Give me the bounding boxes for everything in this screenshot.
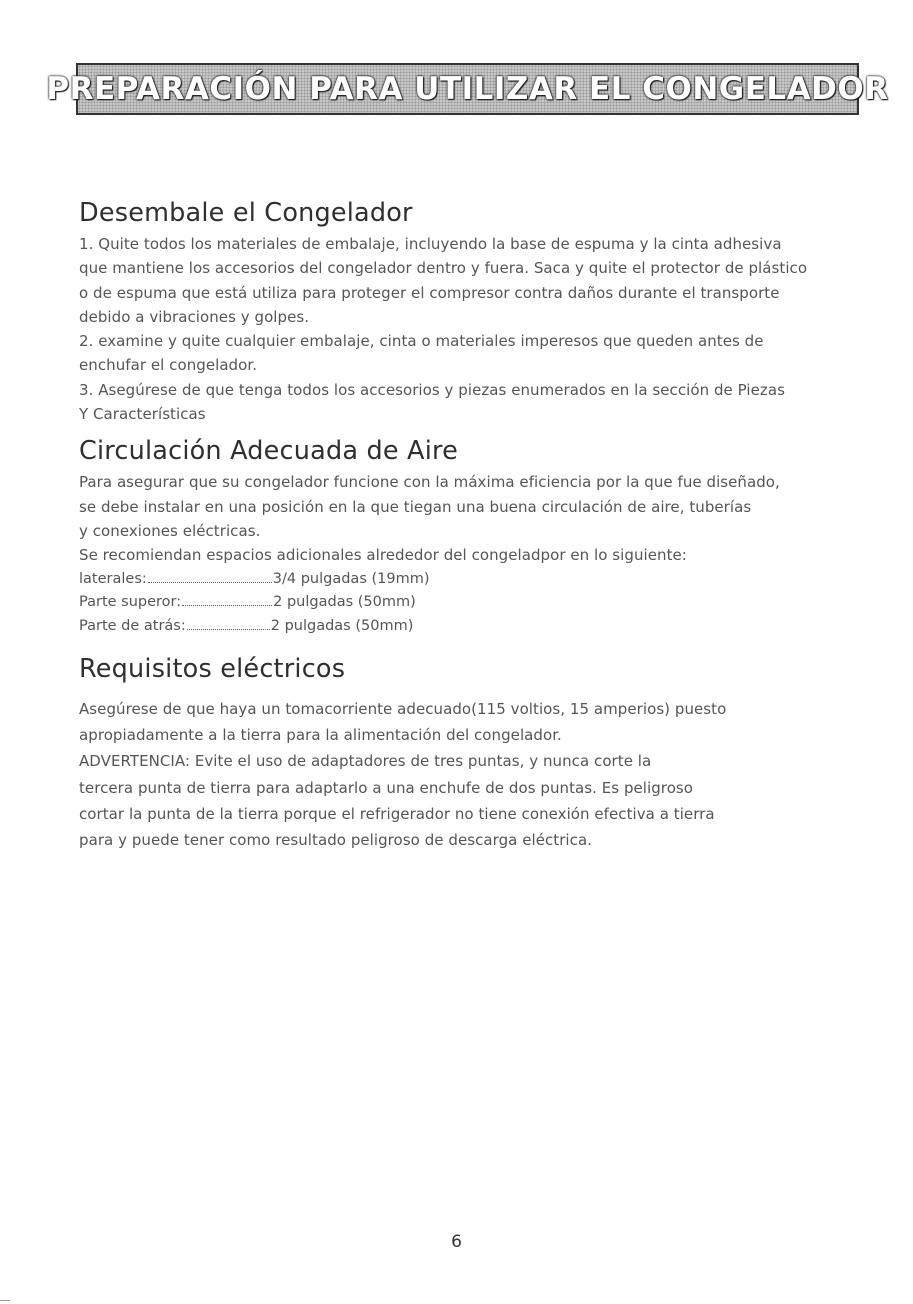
text-line: Asegúrese de que haya un tomacorriente adecuado(115 voltios, 15 amperios) puesto: [79, 700, 727, 719]
dot-leader: [182, 605, 272, 606]
airflow-paragraph: [79, 470, 859, 567]
section-title-airflow: Circulación Adecuada de Aire: [79, 436, 458, 467]
clearance-value: 3/4 pulgadas (19mm): [272, 570, 430, 587]
unpack-paragraph: [79, 232, 859, 426]
electrical-paragraph: [79, 696, 859, 853]
section-title-unpack: Desembale el Congelador: [79, 198, 413, 228]
text-line: debido a vibraciones y golpes.: [79, 307, 310, 326]
text-line: 3. Asegúrese de que tenga todos los accesorios y piezas enumerados en la sección de Piezas: [79, 380, 785, 399]
section-electrical: [79, 652, 859, 853]
dot-leader: [148, 582, 272, 583]
clearance-value: 2 pulgadas (50mm): [273, 594, 416, 611]
text-line: que mantiene los accesorios del congelador dentro y fuera. Saca y quite el protector de plástico: [79, 259, 808, 278]
page-title: PREPARACIÓN PARA UTILIZAR EL CONGELADOR: [46, 71, 889, 107]
text-line: Y Características: [79, 405, 206, 424]
clearance-list: [79, 568, 859, 639]
clearance-label: Parte superor:: [79, 594, 182, 611]
clearance-label: laterales:: [79, 570, 147, 587]
section-airflow: [79, 434, 859, 638]
section-unpack: [79, 196, 859, 426]
text-line: ADVERTENCIA: Evite el uso de adaptadores de tres puntas, y nunca corte la: [79, 752, 652, 771]
page-content: [79, 196, 859, 853]
text-line: tercera punta de tierra para adaptarlo a una enchufe de dos puntas. Es peligroso: [79, 778, 694, 797]
text-line: 2. examine y quite cualquier embalaje, cinta o materiales imperesos que queden antes de: [79, 332, 764, 351]
clearance-row: [79, 568, 859, 592]
dot-leader: [187, 629, 270, 630]
text-line: apropiadamente a la tierra para la alimentación del congelador.: [79, 726, 562, 745]
text-line: Para asegurar que su congelador funcione con la máxima eficiencia por la que fue diseñado,: [79, 473, 780, 492]
crop-mark: [0, 1300, 10, 1301]
clearance-label: Parte de atrás:: [79, 617, 186, 634]
text-line: o de espuma que está utiliza para proteger el compresor contra daños durante el transporte: [79, 283, 780, 302]
text-line: enchufar el congelador.: [79, 356, 258, 375]
text-line: cortar la punta de la tierra porque el refrigerador no tiene conexión efectiva a tierra: [79, 804, 715, 823]
text-line: 1. Quite todos los materiales de embalaje, incluyendo la base de espuma y la cinta adhesiva: [79, 235, 782, 253]
text-line: se debe instalar en una posición en la que tiegan una buena circulación de aire, tuberías: [79, 497, 752, 516]
text-line: y conexiones eléctricas.: [79, 521, 261, 540]
text-line: para y puede tener como resultado peligroso de descarga eléctrica.: [79, 831, 592, 850]
clearance-row: [79, 591, 859, 615]
clearance-value: 2 pulgadas (50mm): [270, 617, 414, 634]
text-line: Se recomiendan espacios adicionales alrededor del congeladpor en lo siguiente:: [79, 546, 687, 565]
section-title-electrical: Requisitos eléctricos: [79, 654, 346, 685]
page-number: 6: [451, 1232, 462, 1252]
clearance-row: [79, 615, 859, 639]
section-header-banner: [46, 63, 889, 115]
